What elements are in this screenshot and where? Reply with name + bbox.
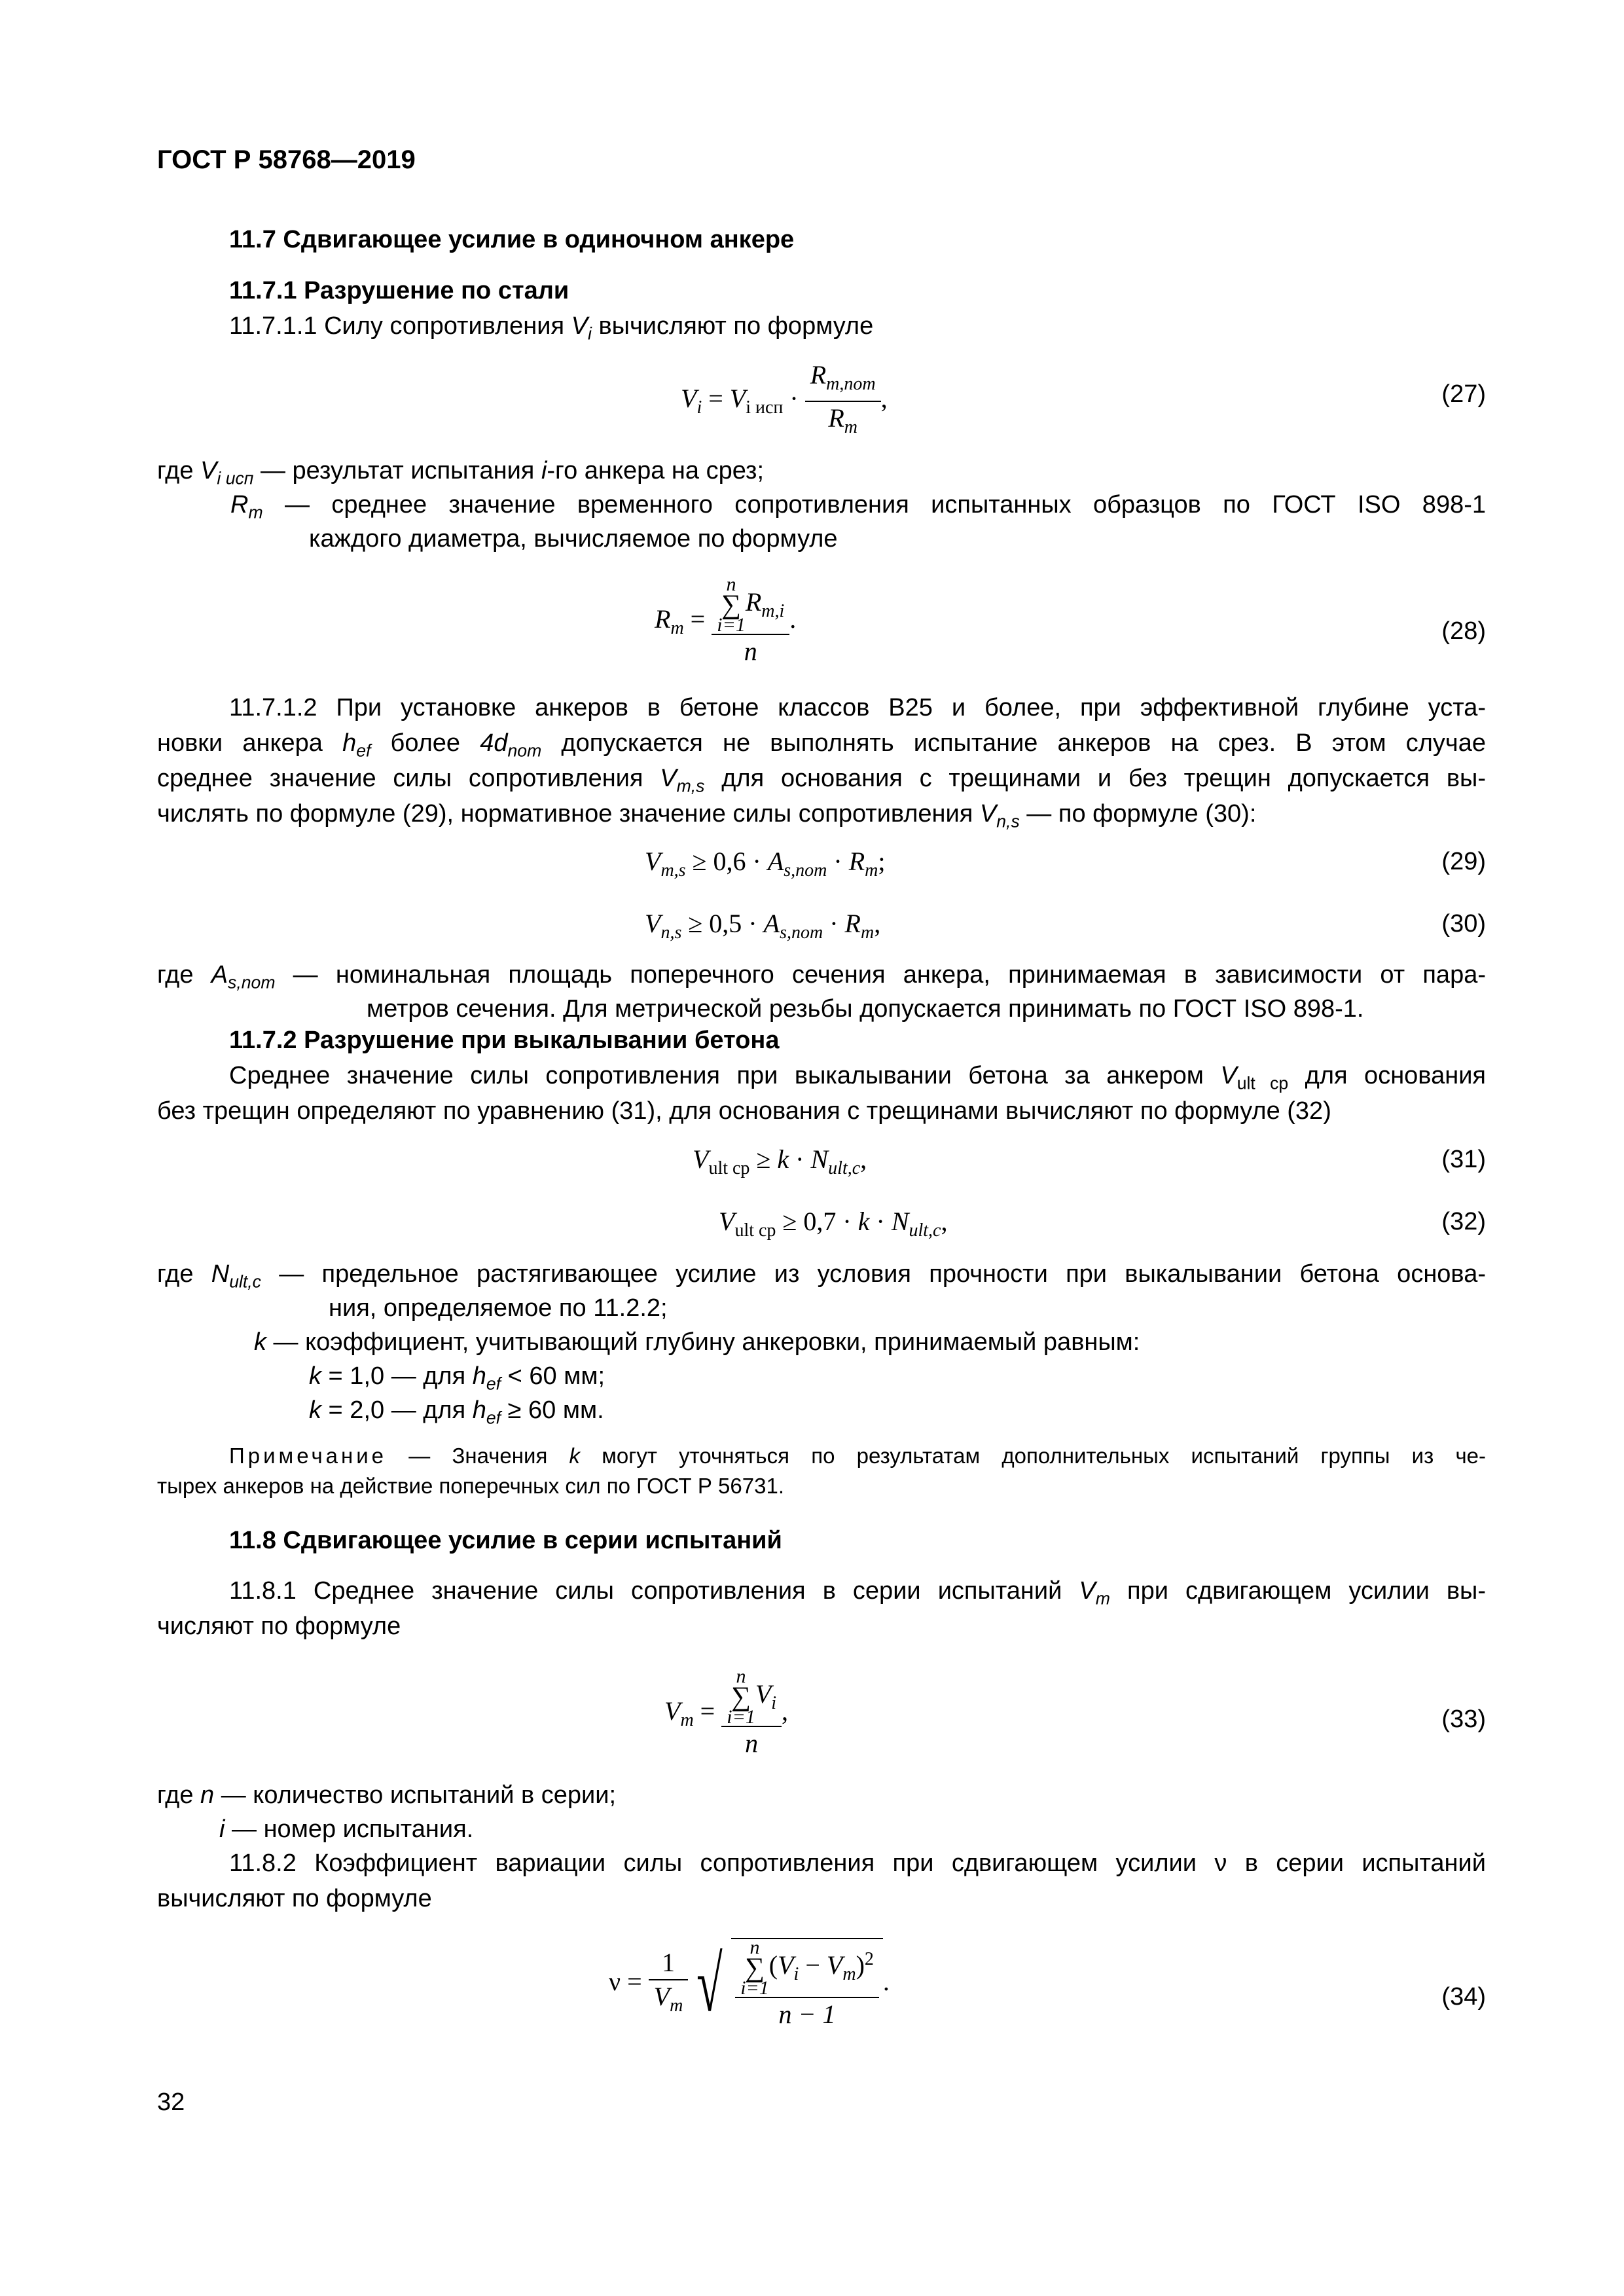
paragraph-11-7-1-2-line3: среднее значение силы сопротивления $V_{m,s}$ для основания с трещинами и без трещин допускается вы- — [157, 765, 1486, 796]
page-number: 32 — [157, 2088, 185, 2116]
section-11-7-2-title: 11.7.2 Разрушение при выкалывании бетона — [229, 1027, 780, 1054]
explanation-n: где n — количество испытаний в серии; — [157, 1781, 617, 1809]
explanation-vi-isp: где $V_{i исп}$ — результат испытания i-го анкера на срез; — [157, 457, 764, 488]
paragraph-11-7-1-1: 11.7.1.1 Силу сопротивления $V_i$ вычисляют по формуле — [229, 312, 874, 344]
fraction: n ∑ $i=1R_{m,i}$ n — [712, 576, 789, 668]
explanation-rm: $R_m$ — среднее значение временного сопротивления испытанных образцов по ГОСТ ISO 898-1 — [230, 491, 1486, 522]
explanation-rm-cont: каждого диаметра, вычисляемое по формуле — [309, 525, 838, 553]
paragraph-11-8-2-line2: вычисляют по формуле — [157, 1885, 432, 1912]
fraction: n ∑ $i=1(V_i - V_m)^2$ n − 1 — [735, 1939, 879, 2031]
summation-symbol: n ∑ i=1 — [717, 574, 746, 636]
formula-34: ν = $\frac{1}{V_m}$ √ n ∑ $i=1(V_i - V_m)^2$ n − 1 . — [609, 1938, 890, 2031]
explanation-k: k — коэффициент, учитывающий глубину анкеровки, принимаемый равным: — [254, 1328, 1140, 1356]
square-root — [688, 1938, 883, 2031]
formula-27: $V_i = V_{i исп}$ · $\frac{R_{m,nom}}{R_m}$ , — [681, 359, 888, 444]
explanation-as-nom-cont: метров сечения. Для метрической резьбы допускается принимать по ГОСТ ISO 898-1. — [367, 995, 1364, 1023]
paragraph-11-7-2-line1: Среднее значение силы сопротивления при выкалывании бетона за анкером $V_{ult ср}$ для основания — [229, 1062, 1486, 1093]
section-11-8-title: 11.8 Сдвигающее усилие в серии испытаний — [229, 1527, 782, 1554]
equation-number-27: (27) — [1441, 380, 1486, 408]
summation-symbol: n ∑ i=1 — [740, 1937, 769, 1999]
equation-number-33: (33) — [1441, 1705, 1486, 1733]
equation-number-28: (28) — [1441, 617, 1486, 645]
formula-29: $V_{m,s} \ge 0,6 \cdot A_{s,nom} \cdot R_m$; — [645, 847, 886, 881]
fraction: $\frac{R_{m,nom}}{R_m}$ — [805, 359, 881, 444]
paragraph-11-8-2-line1: 11.8.2 Коэффициент вариации силы сопротивления при сдвигающем усилии ν в серии испытаний — [229, 1850, 1486, 1877]
paragraph-11-7-2-line2: без трещин определяют по уравнению (31), для основания с трещинами вычисляют по формуле (32) — [157, 1097, 1331, 1125]
equation-number-32: (32) — [1441, 1208, 1486, 1235]
explanation-n-ult-c-cont: ния, определяемое по 11.2.2; — [329, 1294, 668, 1322]
equation-number-30: (30) — [1441, 910, 1486, 938]
equation-number-34: (34) — [1441, 1983, 1486, 2011]
section-11-7-title: 11.7 Сдвигающее усилие в одиночном анкере — [229, 226, 795, 253]
paragraph-11-8-1-line1: 11.8.1 Среднее значение силы сопротивления в серии испытаний $V_m$ при сдвигающем усилии вы- — [229, 1577, 1486, 1609]
note-line1: Примечание — Значения k могут уточняться по результатам дополнительных испытаний группы из че- — [229, 1444, 1486, 1468]
equation-number-29: (29) — [1441, 848, 1486, 875]
paragraph-11-7-1-2-line2: новки анкера $h_{ef}$ более $4d_{nom}$ допускается не выполнять испытание анкеров на срез. В этом случае — [157, 729, 1486, 761]
radical-sign: √ — [696, 1941, 723, 2028]
fraction: n ∑ $i=1V_i$ n — [721, 1668, 782, 1760]
fraction: $\frac{1}{V_m}$ — [649, 1946, 689, 2022]
formula-30: $V_{n,s} \ge 0,5 \cdot A_{s,nom} \cdot R_m$, — [645, 909, 881, 943]
paragraph-11-7-1-2-line4: числять по формуле (29), нормативное значение силы сопротивления $V_{n,s}$ — по формуле (30): — [157, 800, 1257, 831]
note-line2: тырех анкеров на действие поперечных сил по ГОСТ Р 56731. — [157, 1474, 784, 1498]
equation-number-31: (31) — [1441, 1146, 1486, 1173]
explanation-as-nom: где $A_{s,nom}$ — номинальная площадь поперечного сечения анкера, принимаемая в зависимости от пара- — [157, 961, 1486, 993]
formula-33: $V_m$ = n ∑ $i=1V_i$ n , — [664, 1668, 788, 1760]
summation-symbol: n ∑ i=1 — [727, 1666, 755, 1728]
paragraph-11-8-1-line2: числяют по формуле — [157, 1613, 401, 1640]
formula-31: $V_{ult ср} \ge k \cdot N_{ult,c}$, — [693, 1144, 867, 1178]
explanation-n-ult-c: где $N_{ult,c}$ — предельное растягивающее усилие из условия прочности при выкалывании бетона основа- — [157, 1260, 1486, 1292]
k-case-1: k = 1,0 — для $h_{ef} < 60$ мм; — [309, 1362, 605, 1394]
section-11-7-1-title: 11.7.1 Разрушение по стали — [229, 277, 569, 304]
paragraph-11-7-1-2-line1: 11.7.1.2 При установке анкеров в бетоне классов В25 и более, при эффективной глубине уста- — [229, 694, 1486, 721]
document-code: ГОСТ Р 58768—2019 — [157, 145, 416, 174]
k-case-2: k = 2,0 — для $h_{ef} \ge 60$ мм. — [309, 1396, 604, 1428]
formula-28: $R_m$ = n ∑ $i=1R_{m,i}$ n . — [655, 576, 796, 668]
explanation-i: i — номер испытания. — [219, 1815, 474, 1843]
formula-32: $V_{ult ср} \ge 0,7 \cdot k \cdot N_{ult,c}$, — [719, 1207, 948, 1241]
